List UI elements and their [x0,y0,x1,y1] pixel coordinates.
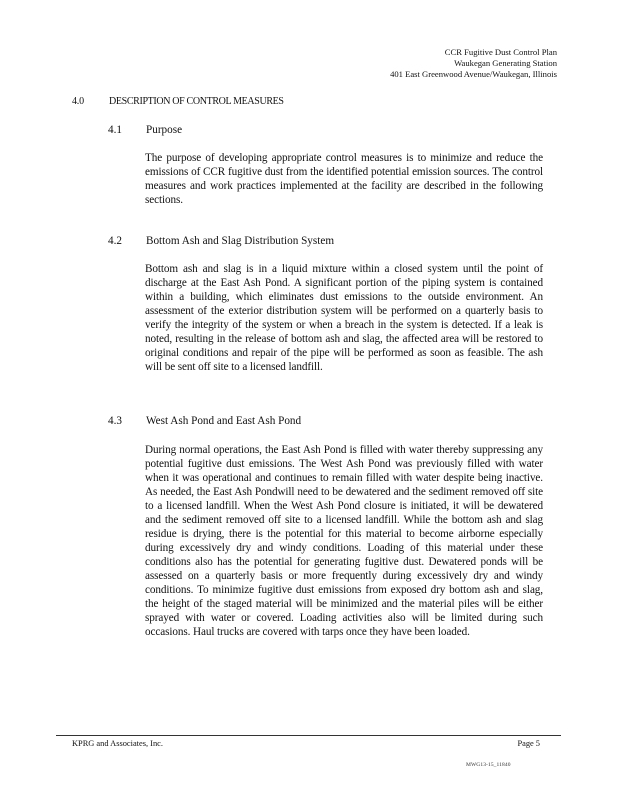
subsection-4-2-title: Bottom Ash and Slag Distribution System [146,235,335,247]
subsection-4-1-number: 4.1 [108,124,122,136]
section-number: 4.0 [72,96,84,107]
header-plan-title: CCR Fugitive Dust Control Plan [444,47,557,57]
footer-divider [56,735,561,736]
subsection-4-3-paragraph: During normal operations, the East Ash Pond is filled with water thereby suppressing any potential fugitive dust emissions. The West Ash Pond was previously filled with water when it was operational and continues to remain filled with water despite being inactive. As needed, the East Ash Pondwill need to be dewatered and the sediment removed off site to a licensed landfill. When the West Ash Pond closure is initiated, it will be dewatered and the sediment removed off site to a licensed landfill. While the bottom ash and slag residue is drying, there is the potential for this material to become airborne especially during excessively dry and windy conditions. Loading of this material under these conditions also has the potential for generating fugitive dust. Dewatered ponds will be assessed on a quarterly basis or more frequently during excessively dry and windy conditions. To minimize fugitive dust emissions from exposed dry bottom ash and slag, the height of the staged material will be minimized and the material piles will be either sprayed with water or covered. Loading activities also will be limited during such occasions. Haul trucks are covered with tarps once they have been loaded. [145,444,543,638]
bates-stamp: MWG13-15_11840 [466,762,511,768]
header-address: 401 East Greenwood Avenue/Waukegan, Illinois [390,69,557,79]
subsection-4-1-title: Purpose [146,124,183,136]
subsection-4-2-number: 4.2 [108,235,122,247]
header-station-name: Waukegan Generating Station [454,58,557,68]
footer-page-number: Page 5 [517,739,540,748]
section-title: DESCRIPTION OF CONTROL MEASURES [109,96,284,107]
subsection-4-1-paragraph: The purpose of developing appropriate control measures is to minimize and reduce the emissions of CCR fugitive dust from the identified potential emission sources. The control measures and work practices implemented at the facility are described in the following sections. [145,152,543,206]
subsection-4-2-paragraph: Bottom ash and slag is in a liquid mixture within a closed system until the point of discharge at the East Ash Pond. A significant portion of the piping system is contained within a building, which eliminates dust emissions to the outside environment. An assessment of the exterior distribution system will be performed on a quarterly basis to verify the integrity of the system or when a breach in the system is detected. If a leak is noted, resulting in the release of bottom ash and slag, the affected area will be restored to original conditions and repair of the pipe will be performed as soon as feasible. The ash will be sent off site to a licensed landfill. [145,263,543,373]
footer-company: KPRG and Associates, Inc. [72,739,163,748]
subsection-4-3-title: West Ash Pond and East Ash Pond [146,415,302,427]
subsection-4-3-number: 4.3 [108,415,122,427]
